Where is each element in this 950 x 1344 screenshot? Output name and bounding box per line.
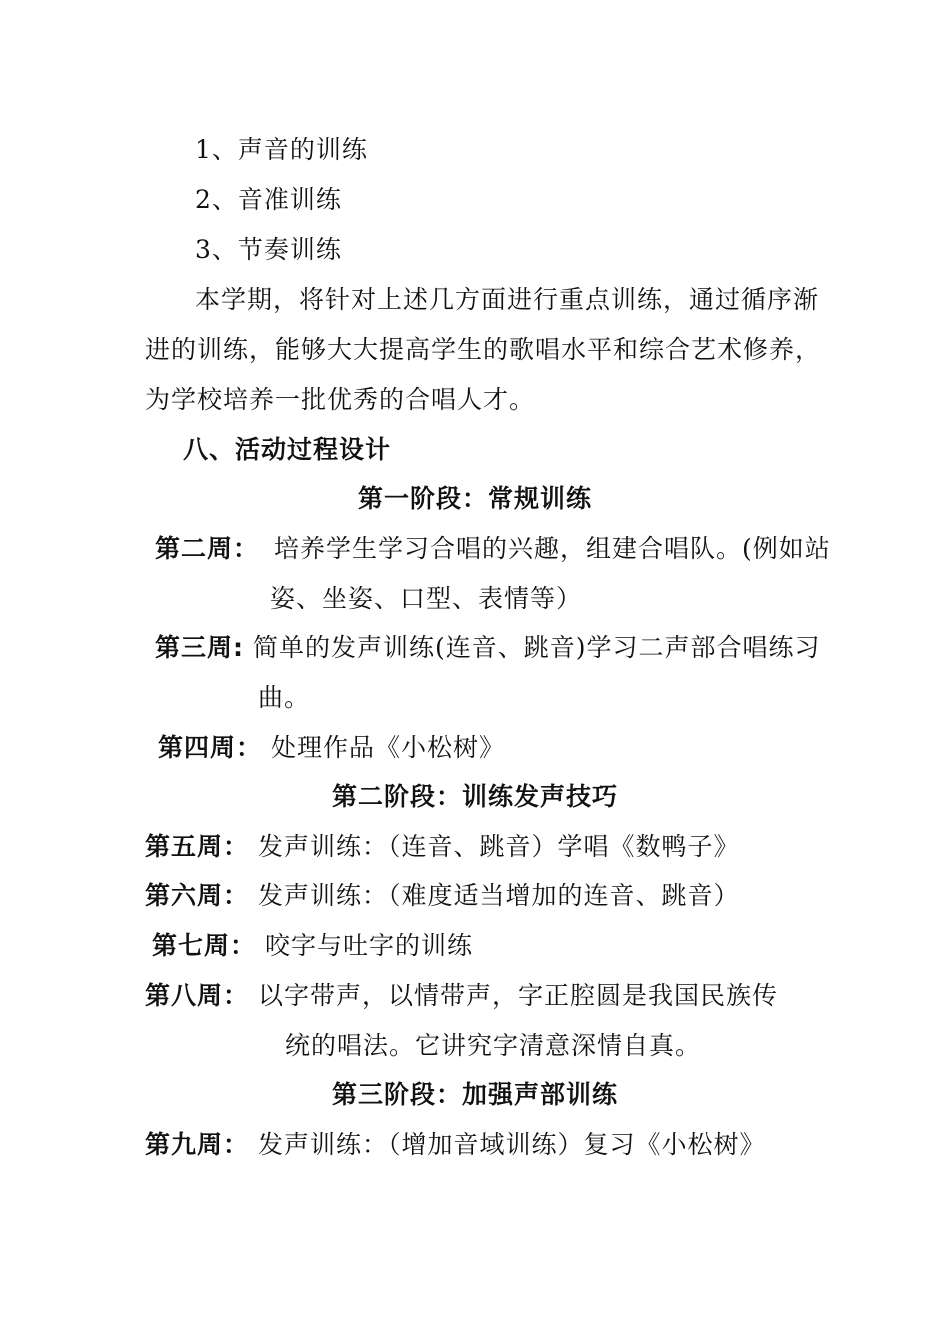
week-row	[145, 881, 739, 911]
week-text: 处理作品《小松树》	[270, 733, 505, 762]
week-row	[145, 981, 778, 1011]
week-row	[158, 733, 505, 763]
week-label: 第八周：	[145, 981, 250, 1010]
week-text: 以字带声，以情带声，字正腔圆是我国民族传	[257, 981, 778, 1010]
week-row	[152, 931, 473, 961]
list-item-2: 2、音准训练	[195, 185, 342, 214]
week-label: 第七周：	[152, 931, 257, 960]
paragraph-line-2: 进的训练，能够大大提高学生的歌唱水平和综合艺术修养，	[145, 335, 822, 364]
week-label: 第二周：	[155, 534, 260, 563]
week-text: 简单的发声训练(连音、跳音)学习二声部合唱练习	[252, 633, 821, 662]
section-heading: 八、活动过程设计	[183, 435, 392, 464]
week-label: 第九周：	[145, 1130, 250, 1159]
week-row	[155, 534, 831, 564]
week-text: 咬字与吐字的训练	[264, 931, 473, 960]
stage-title-2: 第二阶段：训练发声技巧	[331, 782, 618, 811]
week-row	[145, 832, 739, 862]
paragraph-line-1: 本学期，将针对上述几方面进行重点训练，通过循序渐	[195, 285, 820, 314]
week-text-continuation: 姿、坐姿、口型、表情等）	[270, 584, 583, 613]
week-row	[145, 1130, 765, 1160]
week-text: 发声训练：（增加音域训练）复习《小松树》	[257, 1130, 766, 1159]
week-label: 第三周:	[155, 633, 244, 662]
stage-title-1: 第一阶段：常规训练	[357, 484, 592, 513]
list-item-1: 1、声音的训练	[195, 135, 368, 164]
week-text-continuation: 曲。	[258, 683, 311, 712]
week-text: 发声训练：（难度适当增加的连音、跳音）	[257, 881, 740, 910]
week-row	[155, 633, 820, 663]
week-text: 发声训练：（连音、跳音）学唱《数鸭子》	[257, 832, 740, 861]
paragraph-line-3: 为学校培养一批优秀的合唱人才。	[145, 385, 536, 414]
week-label: 第五周：	[145, 832, 250, 861]
week-label: 第六周：	[145, 881, 250, 910]
week-text-continuation: 统的唱法。它讲究字清意深情自真。	[285, 1031, 702, 1060]
week-text: 培养学生学习合唱的兴趣，组建合唱队。(例如站	[273, 534, 831, 563]
list-item-3: 3、节奏训练	[195, 235, 342, 264]
stage-title-3: 第三阶段：加强声部训练	[331, 1080, 618, 1109]
week-label: 第四周：	[158, 733, 263, 762]
